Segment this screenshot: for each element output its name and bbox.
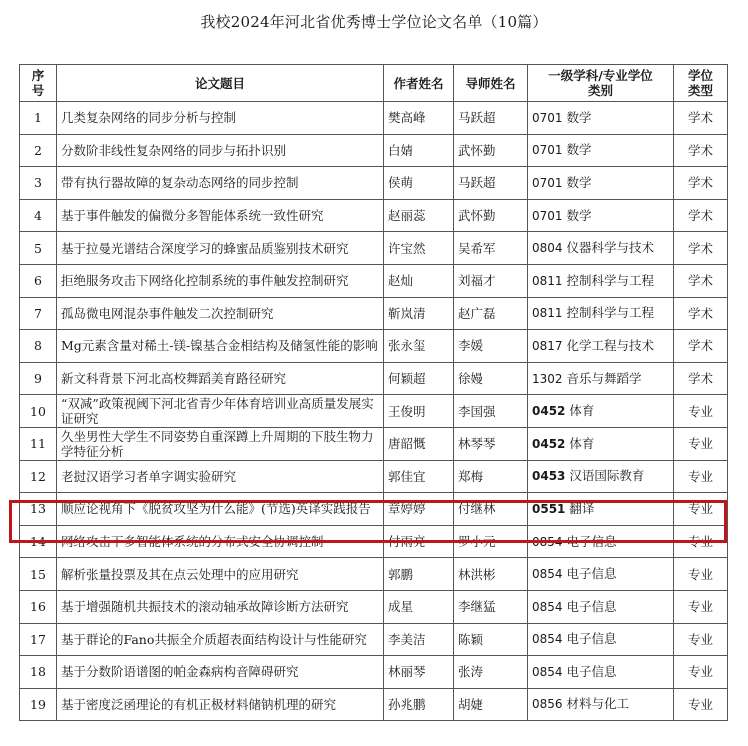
row-advisor: 付继林	[454, 493, 528, 526]
row-no: 15	[20, 558, 57, 591]
row-discipline	[528, 395, 674, 428]
row-type: 学术	[674, 134, 728, 167]
row-discipline	[528, 330, 674, 363]
row-title: 基于分数阶语谱图的帕金森病构音障碍研究	[57, 656, 384, 689]
table-row	[20, 460, 728, 493]
discipline-code: 0854	[532, 534, 563, 549]
row-type: 学术	[674, 297, 728, 330]
row-title: 老挝汉语学习者单字调实验研究	[57, 460, 384, 493]
row-author: 林丽琴	[384, 656, 454, 689]
table-row	[20, 297, 728, 330]
row-advisor: 林琴琴	[454, 427, 528, 460]
row-discipline	[528, 427, 674, 460]
table-row	[20, 102, 728, 135]
row-title: 基于密度泛函理论的有机正极材料储钠机理的研究	[57, 688, 384, 721]
row-advisor: 罗小元	[454, 525, 528, 558]
row-discipline	[528, 623, 674, 656]
table-row	[20, 134, 728, 167]
row-title: 网络攻击下多智能体系统的分布式安全协调控制	[57, 525, 384, 558]
row-author: 侯萌	[384, 167, 454, 200]
row-no: 1	[20, 102, 57, 135]
row-discipline	[528, 362, 674, 395]
row-advisor: 张涛	[454, 656, 528, 689]
header-author: 作者姓名	[384, 65, 454, 102]
row-discipline	[528, 590, 674, 623]
row-title: 带有执行器故障的复杂动态网络的同步控制	[57, 167, 384, 200]
row-discipline	[528, 688, 674, 721]
row-no: 10	[20, 395, 57, 428]
row-author: 孙兆鹏	[384, 688, 454, 721]
row-advisor: 吴希军	[454, 232, 528, 265]
row-type: 专业	[674, 558, 728, 591]
row-author: 付雨亮	[384, 525, 454, 558]
discipline-name: 电子信息	[566, 598, 617, 614]
table-row	[20, 623, 728, 656]
row-discipline	[528, 558, 674, 591]
row-no: 12	[20, 460, 57, 493]
discipline-name: 体育	[569, 403, 595, 419]
header-no: 序 号	[20, 65, 57, 102]
row-no: 16	[20, 590, 57, 623]
row-title: 拒绝服务攻击下网络化控制系统的事件触发控制研究	[57, 264, 384, 297]
discipline-code: 0701	[532, 110, 563, 125]
discipline-name: 数学	[566, 207, 592, 223]
row-title: 顺应论视角下《脱贫攻坚为什么能》(节选)英译实践报告	[57, 493, 384, 526]
discipline-name: 控制科学与工程	[566, 305, 655, 321]
row-type: 学术	[674, 264, 728, 297]
discipline-name: 音乐与舞蹈学	[566, 370, 642, 386]
table-row	[20, 264, 728, 297]
row-discipline	[528, 493, 674, 526]
discipline-name: 电子信息	[566, 533, 617, 549]
row-advisor: 郑梅	[454, 460, 528, 493]
discipline-code: 0453	[532, 469, 566, 484]
table-row	[20, 232, 728, 265]
row-discipline	[528, 134, 674, 167]
row-type: 专业	[674, 525, 728, 558]
row-advisor: 武怀勤	[454, 199, 528, 232]
discipline-code: 0854	[532, 664, 563, 679]
discipline-code: 0854	[532, 567, 563, 582]
row-type: 学术	[674, 167, 728, 200]
discipline-name: 数学	[566, 174, 592, 190]
discipline-name: 数学	[566, 109, 592, 125]
discipline-code: 1302	[532, 371, 563, 386]
discipline-name: 体育	[569, 435, 595, 451]
discipline-name: 电子信息	[566, 566, 617, 582]
row-type: 专业	[674, 590, 728, 623]
row-type: 专业	[674, 460, 728, 493]
row-author: 樊高峰	[384, 102, 454, 135]
table-row	[20, 330, 728, 363]
row-no: 18	[20, 656, 57, 689]
row-discipline	[528, 102, 674, 135]
row-no: 2	[20, 134, 57, 167]
row-advisor: 李国强	[454, 395, 528, 428]
row-author: 靳岚清	[384, 297, 454, 330]
row-no: 9	[20, 362, 57, 395]
row-advisor: 刘福才	[454, 264, 528, 297]
row-no: 6	[20, 264, 57, 297]
discipline-name: 材料与化工	[566, 696, 630, 712]
row-author: 郭鹏	[384, 558, 454, 591]
row-author: 李美洁	[384, 623, 454, 656]
discipline-code: 0452	[532, 404, 566, 419]
table-row	[20, 525, 728, 558]
row-no: 11	[20, 427, 57, 460]
row-type: 学术	[674, 362, 728, 395]
row-no: 7	[20, 297, 57, 330]
table-row	[20, 395, 728, 428]
row-advisor: 李继猛	[454, 590, 528, 623]
row-title: Mg元素含量对稀土-镁-镍基合金相结构及储氢性能的影响	[57, 330, 384, 363]
row-type: 学术	[674, 102, 728, 135]
row-no: 8	[20, 330, 57, 363]
row-author: 郭佳宜	[384, 460, 454, 493]
row-author: 王俊明	[384, 395, 454, 428]
discipline-code: 0701	[532, 143, 563, 158]
row-discipline	[528, 297, 674, 330]
discipline-code: 0854	[532, 632, 563, 647]
row-advisor: 徐嫚	[454, 362, 528, 395]
row-discipline	[528, 656, 674, 689]
row-type: 专业	[674, 395, 728, 428]
table-row	[20, 493, 728, 526]
table-body	[20, 102, 728, 721]
row-author: 白婧	[384, 134, 454, 167]
row-title: 基于群论的Fano共振全介质超表面结构设计与性能研究	[57, 623, 384, 656]
row-type: 专业	[674, 427, 728, 460]
discipline-name: 数学	[566, 142, 592, 158]
row-author: 章婷婷	[384, 493, 454, 526]
table-row	[20, 362, 728, 395]
thesis-table	[19, 64, 728, 721]
row-type: 专业	[674, 688, 728, 721]
discipline-code: 0701	[532, 208, 563, 223]
discipline-code: 0701	[532, 175, 563, 190]
table-row	[20, 199, 728, 232]
table-row	[20, 167, 728, 200]
discipline-code: 0811	[532, 273, 563, 288]
table-row	[20, 427, 728, 460]
row-no: 19	[20, 688, 57, 721]
row-title: “双减”政策视阈下河北省青少年体育培训业高质量发展实证研究	[57, 395, 384, 428]
discipline-name: 控制科学与工程	[566, 272, 655, 288]
row-advisor: 马跃超	[454, 167, 528, 200]
header-advisor: 导师姓名	[454, 65, 528, 102]
row-no: 14	[20, 525, 57, 558]
table-row	[20, 558, 728, 591]
row-discipline	[528, 525, 674, 558]
discipline-code: 0817	[532, 338, 563, 353]
discipline-code: 0551	[532, 501, 566, 516]
row-type: 学术	[674, 199, 728, 232]
row-advisor: 赵广磊	[454, 297, 528, 330]
row-title: 孤岛微电网混杂事件触发二次控制研究	[57, 297, 384, 330]
row-author: 唐韶慨	[384, 427, 454, 460]
header-discipline: 一级学科/专业学位 类别	[528, 65, 674, 102]
row-advisor: 陈颖	[454, 623, 528, 656]
row-author: 赵灿	[384, 264, 454, 297]
discipline-name: 仪器科学与技术	[566, 240, 655, 256]
row-advisor: 林洪彬	[454, 558, 528, 591]
discipline-code: 0854	[532, 599, 563, 614]
row-discipline	[528, 199, 674, 232]
discipline-code: 0811	[532, 306, 563, 321]
row-author: 何颖超	[384, 362, 454, 395]
page-title: 我校2024年河北省优秀博士学位论文名单（10篇）	[200, 13, 548, 31]
row-title: 基于拉曼光谱结合深度学习的蜂蜜品质鉴别技术研究	[57, 232, 384, 265]
table-row	[20, 590, 728, 623]
row-advisor: 武怀勤	[454, 134, 528, 167]
row-discipline	[528, 264, 674, 297]
discipline-code: 0804	[532, 241, 563, 256]
row-title: 基于事件触发的偏微分多智能体系统一致性研究	[57, 199, 384, 232]
header-type: 学位 类型	[674, 65, 728, 102]
row-type: 学术	[674, 330, 728, 363]
row-advisor: 马跃超	[454, 102, 528, 135]
row-advisor: 李媛	[454, 330, 528, 363]
row-author: 成星	[384, 590, 454, 623]
row-discipline	[528, 232, 674, 265]
header-title: 论文题目	[57, 65, 384, 102]
discipline-name: 电子信息	[566, 663, 617, 679]
row-author: 赵丽蕊	[384, 199, 454, 232]
row-title: 分数阶非线性复杂网络的同步与拓扑识别	[57, 134, 384, 167]
discipline-code: 0856	[532, 697, 563, 712]
row-no: 3	[20, 167, 57, 200]
row-discipline	[528, 167, 674, 200]
discipline-name: 电子信息	[566, 631, 617, 647]
discipline-name: 翻译	[569, 500, 595, 516]
row-advisor: 胡婕	[454, 688, 528, 721]
row-no: 5	[20, 232, 57, 265]
row-author: 张永玺	[384, 330, 454, 363]
table-row	[20, 656, 728, 689]
row-type: 专业	[674, 623, 728, 656]
row-no: 4	[20, 199, 57, 232]
row-type: 专业	[674, 493, 728, 526]
discipline-name: 化学工程与技术	[566, 337, 655, 353]
row-no: 13	[20, 493, 57, 526]
table-row	[20, 688, 728, 721]
row-discipline	[528, 460, 674, 493]
row-title: 几类复杂网络的同步分析与控制	[57, 102, 384, 135]
row-no: 17	[20, 623, 57, 656]
row-author: 许宝然	[384, 232, 454, 265]
table-header-row	[20, 65, 728, 102]
discipline-code: 0452	[532, 436, 566, 451]
row-type: 学术	[674, 232, 728, 265]
discipline-name: 汉语国际教育	[569, 468, 645, 484]
row-title: 新文科背景下河北高校舞蹈美育路径研究	[57, 362, 384, 395]
row-title: 久坐男性大学生不同姿势自重深蹲上升周期的下肢生物力学特征分析	[57, 427, 384, 460]
row-title: 基于增强随机共振技术的滚动轴承故障诊断方法研究	[57, 590, 384, 623]
row-type: 专业	[674, 656, 728, 689]
row-title: 解析张量投票及其在点云处理中的应用研究	[57, 558, 384, 591]
